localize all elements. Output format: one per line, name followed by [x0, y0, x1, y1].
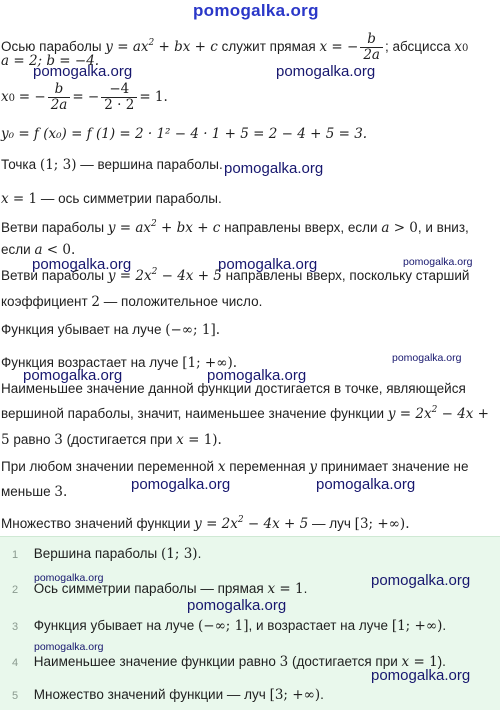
watermark: pomogalka.org: [403, 256, 473, 268]
text-line-range-2: меньше 3.: [1, 484, 68, 500]
watermark: pomogalka.org: [33, 63, 133, 80]
answers-block: [0, 536, 500, 710]
text-line-range-3: Множество значений функции $y = 2x^2 - 4x + 5$ — луч [3; +∞).: [1, 515, 410, 532]
watermark: pomogalka.org: [276, 63, 376, 80]
text-line-min-2: вершиной параболы, значит, наименьшее значение функции $y = 2x^2 - 4x$ +: [1, 405, 489, 422]
watermark: pomogalka.org: [34, 641, 104, 653]
watermark: pomogalka.org: [187, 597, 287, 614]
text-line-branches-3: Ветви параболы $y = 2x^2 - 4x + 5$ направлены вверх, поскольку старший: [1, 267, 470, 284]
text-line-branches: Ветви параболы $y = ax^2$ + bx + c направлены вверх, если a > 0, и вниз,: [1, 219, 469, 236]
watermark: pomogalka.org: [392, 352, 462, 364]
text-line-2: a = 2; b = −4.: [1, 53, 100, 69]
text-line-branches-2: если a < 0.: [1, 242, 76, 258]
watermark: pomogalka.org: [224, 160, 324, 177]
watermark: pomogalka.org: [34, 572, 104, 584]
answer-item-2: 2 Ось симметрии параболы — прямая x = 1.: [12, 581, 308, 597]
formula-y0: y₀ = f (x₀) = f (1) = 2 · 1² − 4 · 1 + 5 = 2 − 4 + 5 = 3.: [1, 126, 368, 142]
text-line-decrease: Функция убывает на луче (−∞; 1].: [1, 322, 221, 338]
text-line-vertex: Точка (1; 3) — вершина параболы.: [1, 157, 223, 173]
watermark: pomogalka.org: [23, 367, 123, 384]
answer-item-1: 1 Вершина параболы (1; 3).: [12, 546, 202, 562]
text-line-increase: Функция возрастает на луче [1; +∞).: [1, 355, 238, 371]
watermark: pomogalka.org: [131, 476, 231, 493]
answer-item-4: 4 Наименьшее значение функции равно 3 (достигается при x = 1).: [12, 654, 446, 670]
text-line-coef: коэффициент 2 — положительное число.: [1, 294, 263, 310]
text-line-min-1: Наименьшее значение данной функции достигается в точке, являющейся: [1, 381, 466, 396]
watermark-header: pomogalka.org: [193, 1, 319, 20]
text-line-1: Осью параболы $y = ax^2$ + bx + c служит прямая x = − $\frac{b}{2a}$ ; абсцисса x0: [1, 31, 469, 63]
text-line-axis: x = 1 — ось симметрии параболы.: [1, 191, 222, 207]
text-line-min-3: 5 равно 3 (достигается при x = 1).: [1, 432, 222, 448]
formula-x0: x0 = − $\frac{b}{2a}$ = − $\frac{-4}{2 \cdot 2}$ = 1.: [1, 81, 168, 113]
text-line-range-1: При любом значении переменной x переменная y принимает значение не: [1, 459, 469, 475]
answer-item-3: 3 Функция убывает на луче (−∞; 1], и возрастает на луче [1; +∞).: [12, 618, 447, 634]
watermark: pomogalka.org: [218, 256, 318, 273]
watermark: pomogalka.org: [316, 476, 416, 493]
watermark: pomogalka.org: [207, 367, 307, 384]
watermark: pomogalka.org: [371, 572, 471, 589]
watermark: pomogalka.org: [371, 667, 471, 684]
answer-item-5: 5 Множество значений функции — луч [3; +∞).: [12, 687, 324, 703]
watermark: pomogalka.org: [32, 256, 132, 273]
